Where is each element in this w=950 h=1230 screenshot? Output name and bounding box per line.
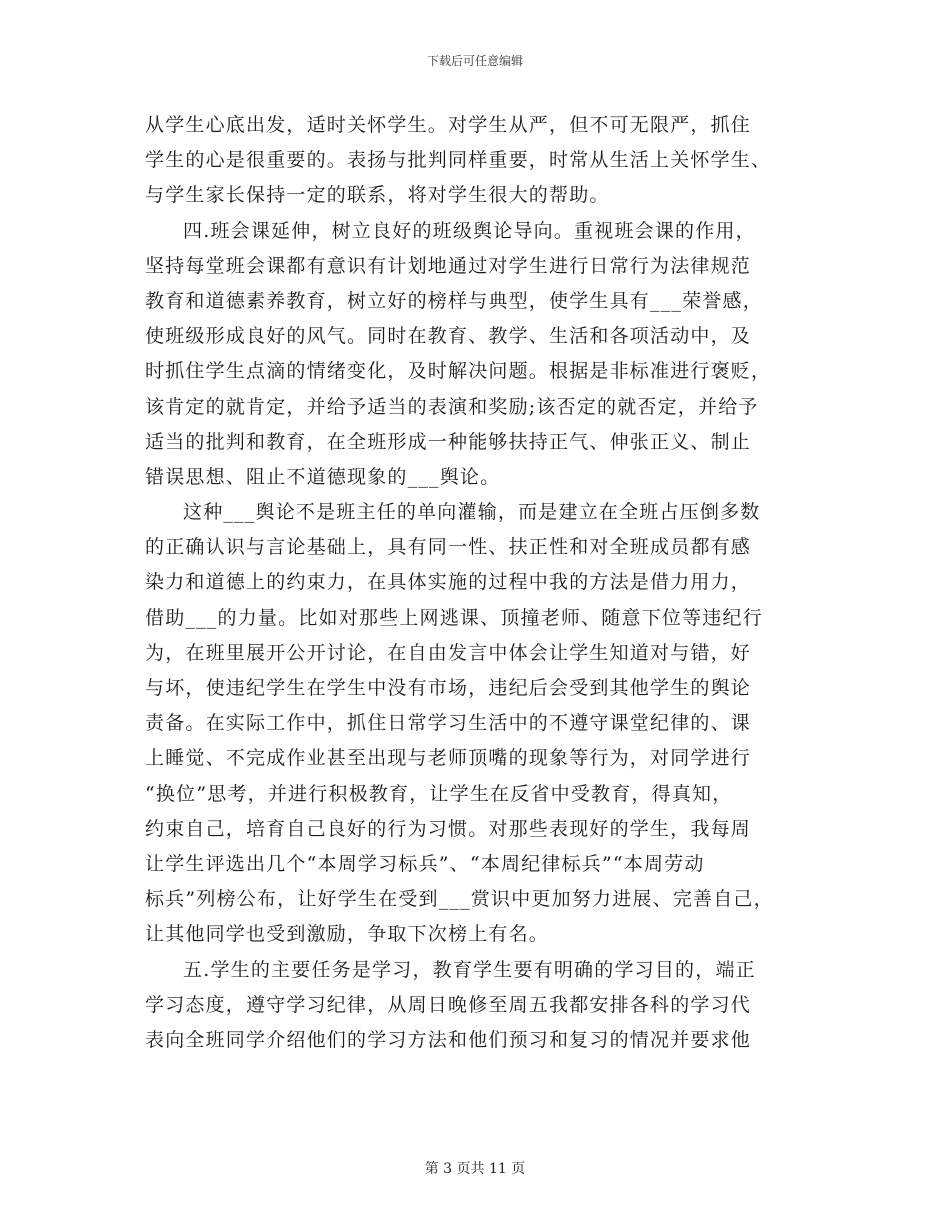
text-line: 为，在班里展开公开讨论，在自由发言中体会让学生知道对与错，好 bbox=[145, 641, 752, 664]
text-line: 错误思想、阻止不道德现象的___舆论。 bbox=[145, 465, 501, 488]
text-line: 约束自己，培育自己良好的行为习惯。对那些表现好的学生，我每周 bbox=[145, 817, 752, 840]
text-line: 教育和道德素养教育，树立好的榜样与典型，使学生具有___荣誉感， bbox=[145, 289, 763, 312]
text-line: 适当的批判和教育，在全班形成一种能够扶持正气、伸张正义、制止 bbox=[145, 430, 752, 453]
paragraph-start-line: 四.班会课延伸，树立良好的班级舆论导向。重视班会课的作用， bbox=[183, 219, 756, 242]
text-line: 染力和道德上的约束力，在具体实施的过程中我的方法是借力用力， bbox=[145, 571, 752, 594]
text-line: 上睡觉、不完成作业甚至出现与老师顶嘴的现象等行为，对同学进行 bbox=[145, 747, 752, 770]
paragraph-start-line: 五.学生的主要任务是学习，教育学生要有明确的学习目的，端正 bbox=[183, 958, 756, 981]
text-line: 的正确认识与言论基础上，具有同一性、扶正性和对全班成员都有感 bbox=[145, 536, 752, 559]
text-line: 让其他同学也受到激励，争取下次榜上有名。 bbox=[145, 923, 550, 946]
text-line: 与学生家长保持一定的联系，将对学生很大的帮助。 bbox=[145, 184, 610, 207]
paragraph-start-line: 这种___舆论不是班主任的单向灌输，而是建立在全班占压倒多数 bbox=[183, 501, 761, 524]
text-line: 与坏，使违纪学生在学生中没有市场，违纪后会受到其他学生的舆论 bbox=[145, 677, 752, 699]
text-line: 坚持每堂班会课都有意识有计划地通过对学生进行日常行为法律规范 bbox=[145, 254, 752, 277]
text-line: 让学生评选出几个“本周学习标兵”、“本周纪律标兵”“本周劳动 bbox=[145, 852, 705, 875]
text-line: “换位”思考，并进行积极教育，让学生在反省中受教育，得真知， bbox=[145, 782, 733, 805]
text-line: 从学生心底出发，适时关怀学生。对学生从严，但不可无限严，抓住 bbox=[145, 114, 752, 136]
text-line: 责备。在实际工作中，抓住日常学习生活中的不遵守课堂纪律的、课 bbox=[145, 712, 752, 735]
text-line: 标兵”列榜公布，让好学生在受到___赏识中更加努力进展、完善自己， bbox=[145, 888, 774, 911]
page-number-footer: 第 3 页共 11 页 bbox=[424, 1161, 526, 1177]
text-line: 学生的心是很重要的。表扬与批判同样重要，时常从生活上关怀学生、 bbox=[145, 149, 772, 172]
page-header-note: 下载后可任意编辑 bbox=[426, 54, 523, 68]
text-line: 表向全班同学介绍他们的学习方法和他们预习和复习的情况并要求他 bbox=[145, 1028, 752, 1051]
text-line: 使班级形成良好的风气。同时在教育、教学、生活和各项活动中，及 bbox=[145, 325, 752, 348]
text-line: 该肯定的就肯定，并给予适当的表演和奖励;该否定的就否定，并给予 bbox=[145, 395, 759, 418]
text-line: 学习态度，遵守学习纪律，从周日晚修至周五我都安排各科的学习代 bbox=[145, 993, 752, 1016]
text-line: 借助___的力量。比如对那些上网逃课、顶撞老师、随意下位等违纪行 bbox=[145, 606, 763, 629]
text-line: 时抓住学生点滴的情绪变化，及时解决问题。根据是非标准进行褒贬， bbox=[145, 360, 772, 383]
document-body bbox=[145, 108, 815, 1058]
